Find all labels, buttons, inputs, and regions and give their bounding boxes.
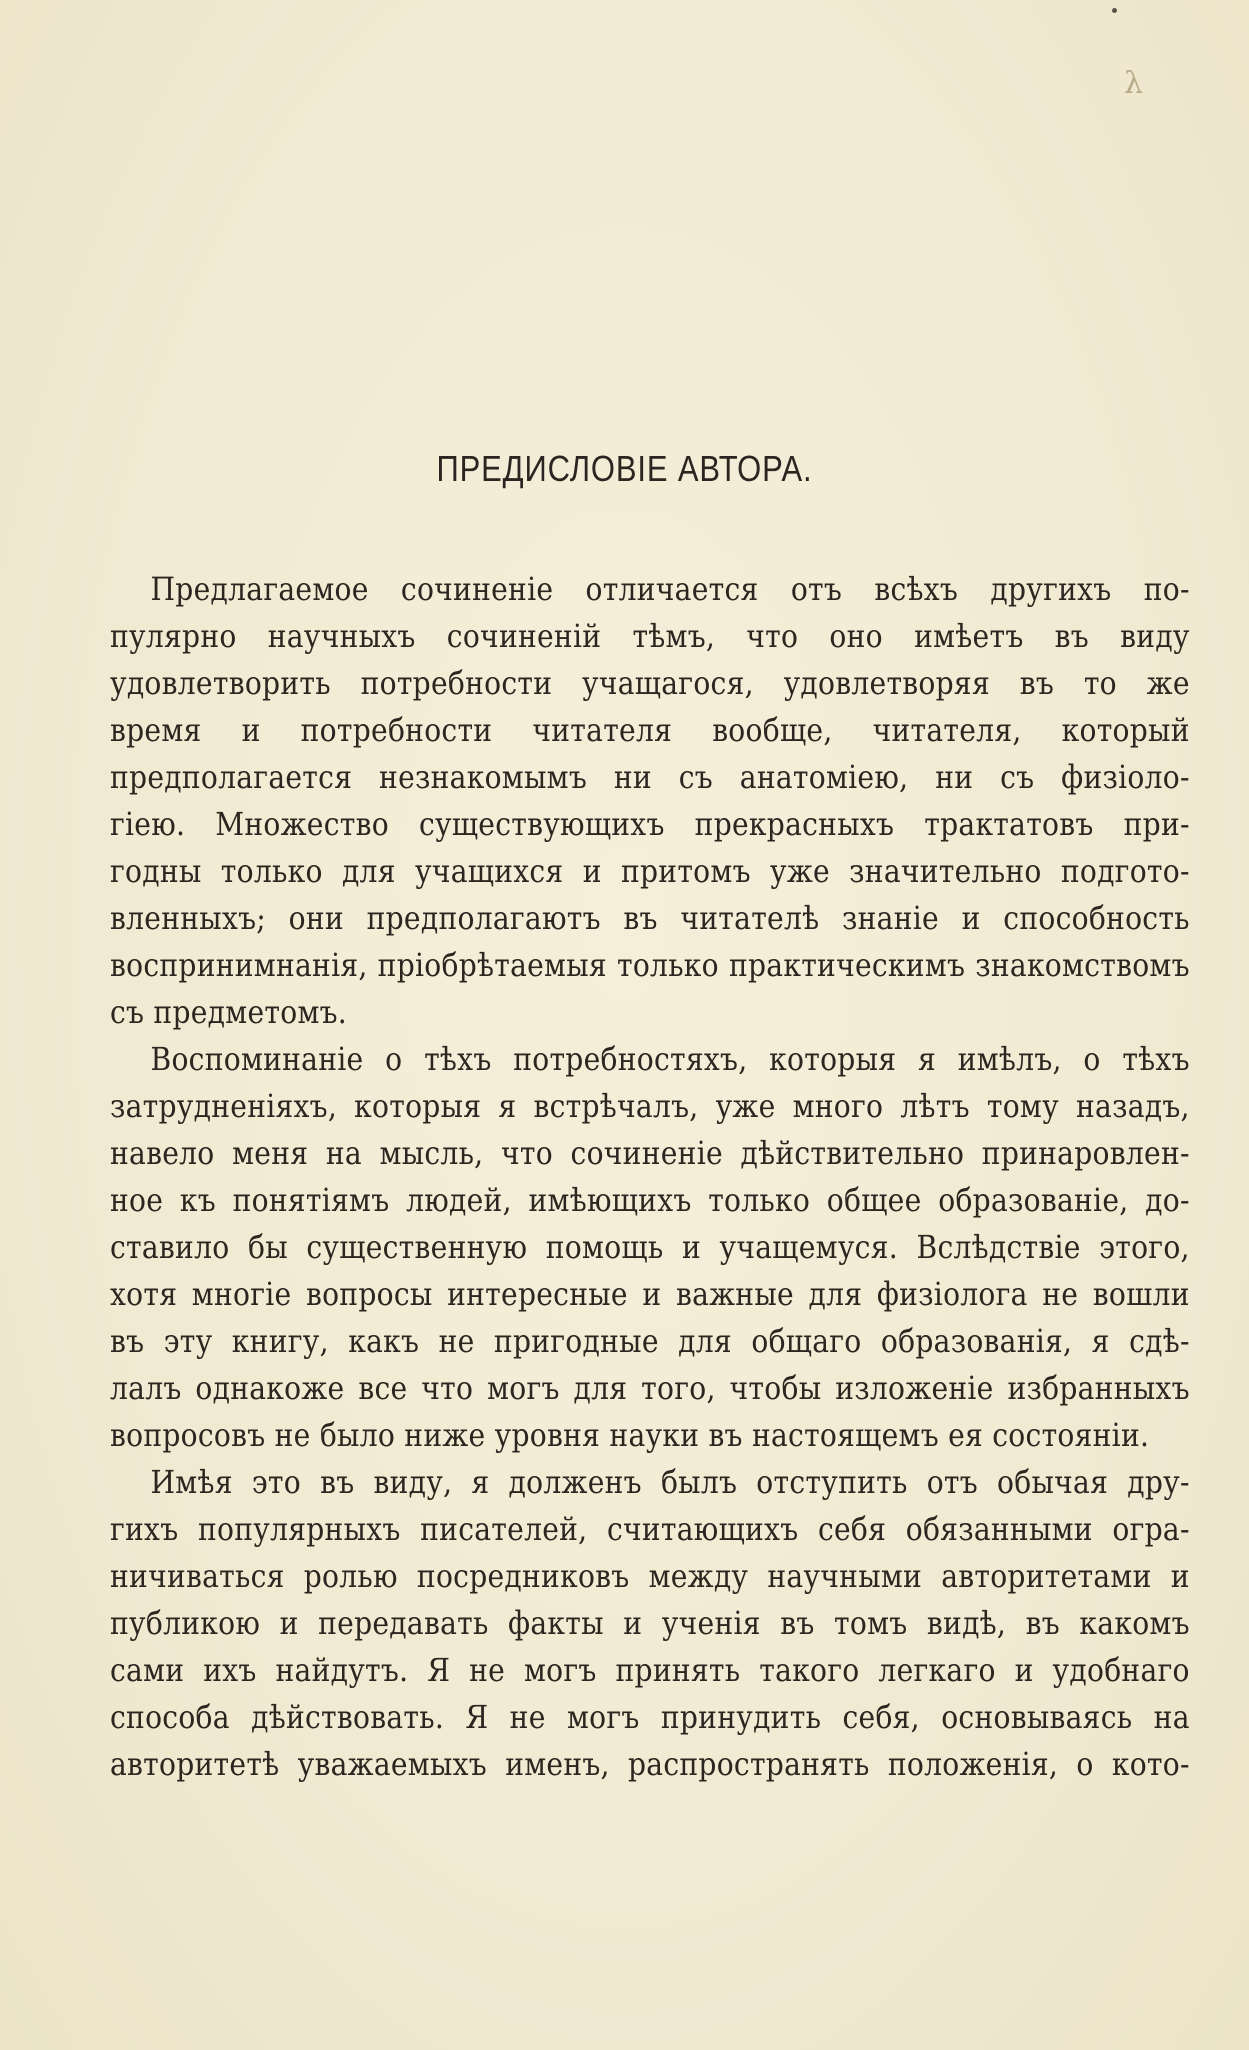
text-line: предполагается незнакомымъ ни съ анатоміею, ни съ физіоло- <box>110 758 1190 796</box>
text-line: затрудненіяхъ, которыя я встрѣчалъ, уже много лѣтъ тому назадъ, <box>110 1087 1190 1125</box>
text-line: Предлагаемое сочиненіе отличается отъ всѣхъ другихъ по- <box>150 570 1190 608</box>
text-line: способа дѣйствовать. Я не могъ принудить себя, основываясь на <box>110 1698 1190 1736</box>
text-line: гіею. Множество существующихъ прекрасныхъ трактатовъ при- <box>110 805 1190 843</box>
preface-title: ПРЕДИСЛОВІЕ АВТОРА. <box>436 448 813 489</box>
text-line: Имѣя это въ виду, я долженъ былъ отступить отъ обычая дру- <box>150 1463 1190 1501</box>
text-line: время и потребности читателя вообще, читателя, который <box>110 711 1190 749</box>
preface-text <box>110 566 1190 1788</box>
text-line: авторитетѣ уважаемыхъ именъ, распространять положенія, о кото- <box>110 1745 1190 1783</box>
text-line: ное къ понятіямъ людей, имѣющихъ только общее образованіе, до- <box>110 1181 1190 1219</box>
text-line: ставило бы существенную помощь и учащемуся. Вслѣдствіе этого, <box>110 1228 1190 1266</box>
text-line: съ предметомъ. <box>110 993 348 1031</box>
text-line: удовлетворить потребности учащагося, удовлетворяя въ то же <box>110 664 1190 702</box>
text-line: сами ихъ найдутъ. Я не могъ принять такого легкаго и удобнаго <box>110 1651 1190 1689</box>
page-corner-mark: λ <box>1124 66 1144 101</box>
ink-dot <box>1112 8 1117 13</box>
text-line: въ эту книгу, какъ не пригодные для общаго образованія, я сдѣ- <box>110 1322 1190 1360</box>
text-line: вленныхъ; они предполагаютъ въ читателѣ знаніе и способность <box>110 899 1190 937</box>
text-line: пулярно научныхъ сочиненій тѣмъ, что оно имѣетъ въ виду <box>110 617 1190 655</box>
text-line: лалъ однакоже все что могъ для того, чтобы изложеніе избранныхъ <box>110 1369 1190 1407</box>
text-line: навело меня на мысль, что сочиненіе дѣйствительно принаровлен- <box>110 1134 1190 1172</box>
text-line: ничиваться ролью посредниковъ между научными авторитетами и <box>110 1557 1190 1595</box>
text-line: гихъ популярныхъ писателей, считающихъ себя обязанными огра- <box>110 1510 1190 1548</box>
text-line: публикою и передавать факты и ученія въ томъ видѣ, въ какомъ <box>110 1604 1190 1642</box>
text-line: годны только для учащихся и притомъ уже значительно подгото- <box>110 852 1190 890</box>
text-line: Воспоминаніе о тѣхъ потребностяхъ, которыя я имѣлъ, о тѣхъ <box>150 1040 1190 1078</box>
text-line: хотя многіе вопросы интересные и важные для физіолога не вошли <box>110 1275 1190 1313</box>
text-line: вопросовъ не было ниже уровня науки въ настоящемъ ея состояніи. <box>110 1416 1150 1454</box>
text-line: воспринимнанія, пріобрѣтаемыя только практическимъ знакомствомъ <box>110 946 1190 984</box>
